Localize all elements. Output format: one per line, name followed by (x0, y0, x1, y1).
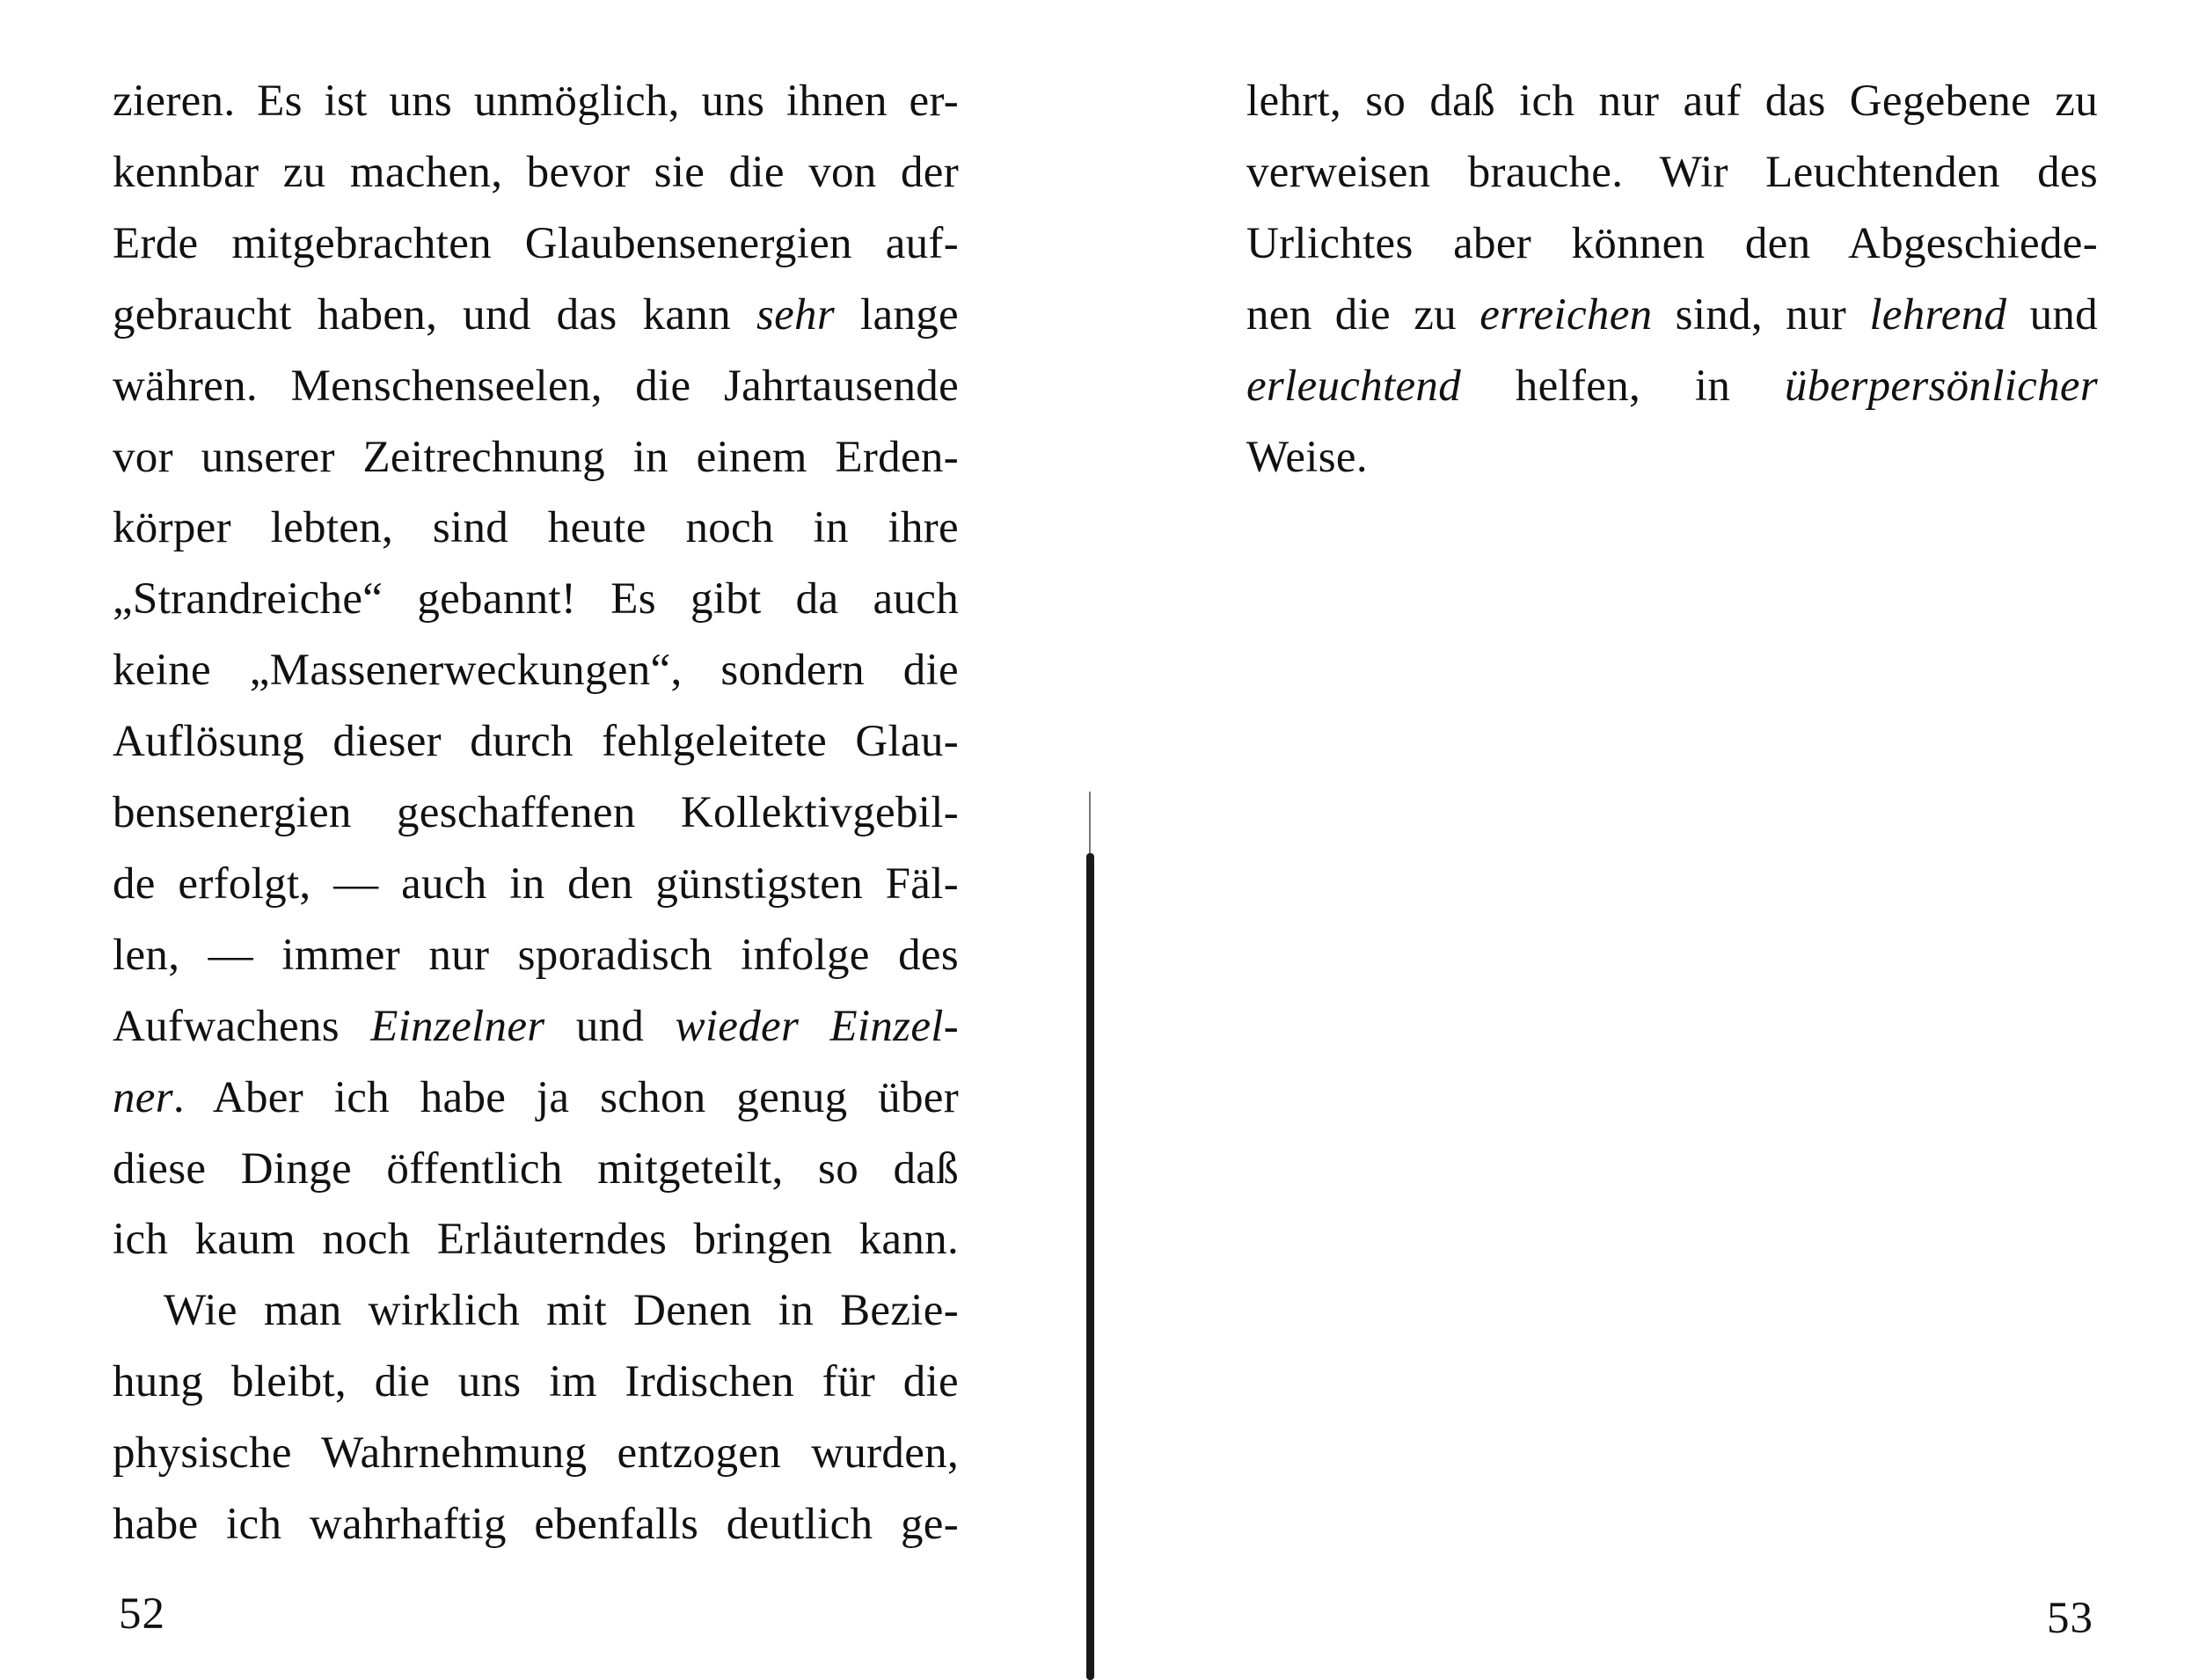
text-segment: „Strandreiche“ gebannt! Es gibt da auch (113, 574, 959, 625)
text-segment: zieren. Es ist uns unmöglich, uns ihnen er- (113, 77, 959, 126)
text-line (113, 635, 959, 705)
text-segment: Auflösung dieser durch fehlgeleitete Glau- (113, 717, 959, 767)
text-line (1246, 280, 2098, 350)
text-line (1246, 422, 2098, 493)
text-segment: Weise. (1246, 432, 1368, 482)
text-line (113, 849, 959, 919)
text-line (113, 564, 959, 634)
text-segment: hung bleibt, die uns im Irdischen für die (113, 1357, 959, 1407)
text-line (113, 1347, 959, 1417)
text-line (113, 422, 959, 493)
text-line (113, 1063, 959, 1133)
text-line (113, 351, 959, 421)
text-segment: gebraucht haben, und das kann (113, 289, 756, 340)
text-segment: kennbar zu machen, bevor sie die von der (113, 147, 959, 197)
text-segment: Wie man wirklich mit Denen in Bezie- (164, 1286, 959, 1336)
italic-text: erreichen (1479, 289, 1653, 340)
text-segment: sind, nur (1652, 289, 1870, 340)
text-line (113, 137, 959, 208)
text-line (113, 778, 959, 848)
text-line (113, 920, 959, 990)
text-segment: bensenergien geschaffenen Kollektivgebil- (113, 788, 959, 837)
text-segment: und (2006, 289, 2098, 340)
text-segment: physische Wahrnehmung entzogen wurden, (113, 1428, 959, 1479)
text-segment: Aufwachens (113, 1001, 371, 1051)
text-line (1246, 137, 2098, 208)
italic-text: Einzelner (370, 1001, 545, 1051)
text-line (113, 706, 959, 777)
italic-text: lehrend (1869, 289, 2007, 340)
text-line (113, 493, 959, 563)
text-segment: vor unserer Zeitrechnung in einem Erden- (113, 432, 959, 482)
page-number-left: 52 (119, 1589, 165, 1639)
italic-text: überpersönlicher (1784, 361, 2098, 411)
text-line (113, 1418, 959, 1488)
text-segment: helfen, in (1461, 361, 1785, 411)
text-segment: lehrt, so daß ich nur auf das Gegebene zu (1246, 77, 2098, 126)
text-segment: habe ich wahrhaftig ebenfalls deutlich ge- (113, 1500, 959, 1549)
text-line (113, 1204, 959, 1275)
text-line (113, 208, 959, 279)
text-segment: und (544, 1001, 676, 1051)
text-segment: Urlichtes aber können den Abgeschiede- (1246, 218, 2098, 268)
text-segment: nen die zu (1246, 289, 1480, 340)
text-segment: diese Dinge öffentlich mitgeteilt, so daß (113, 1143, 959, 1194)
text-segment: de erfolgt, — auch in den günstigsten Fäl- (113, 858, 959, 909)
text-segment: len, — immer nur sporadisch infolge des (113, 930, 959, 980)
text-segment: Erde mitgebrachten Glaubensenergien auf- (113, 218, 959, 268)
text-line (1246, 208, 2098, 279)
text-segment: währen. Menschenseelen, die Jahrtausende (113, 361, 959, 411)
italic-text: erleuchtend (1246, 361, 1462, 411)
text-segment: . Aber ich habe ja schon genug über (172, 1072, 959, 1122)
text-line (113, 1134, 959, 1204)
text-line (1246, 66, 2098, 136)
text-line (113, 280, 959, 350)
text-line (1246, 351, 2098, 421)
text-line (113, 991, 959, 1062)
text-segment: körper lebten, sind heute noch in ihre (113, 503, 959, 553)
text-segment: verweisen brauche. Wir Leuchtenden des (1246, 147, 2098, 197)
text-line (113, 1489, 959, 1559)
left-page (0, 0, 1091, 1680)
text-line (113, 66, 959, 136)
page-number-right: 53 (2047, 1594, 2093, 1643)
text-segment: ich kaum noch Erläuterndes bringen kann. (113, 1215, 959, 1265)
italic-text: wieder Einzel- (675, 1001, 960, 1051)
italic-text: ner (113, 1072, 173, 1122)
italic-text: sehr (756, 289, 835, 340)
text-segment: lange (835, 289, 959, 340)
right-page (1091, 0, 2199, 1680)
text-segment: keine „Massenerweckungen“, sondern die (113, 646, 959, 696)
text-line (164, 1275, 959, 1346)
